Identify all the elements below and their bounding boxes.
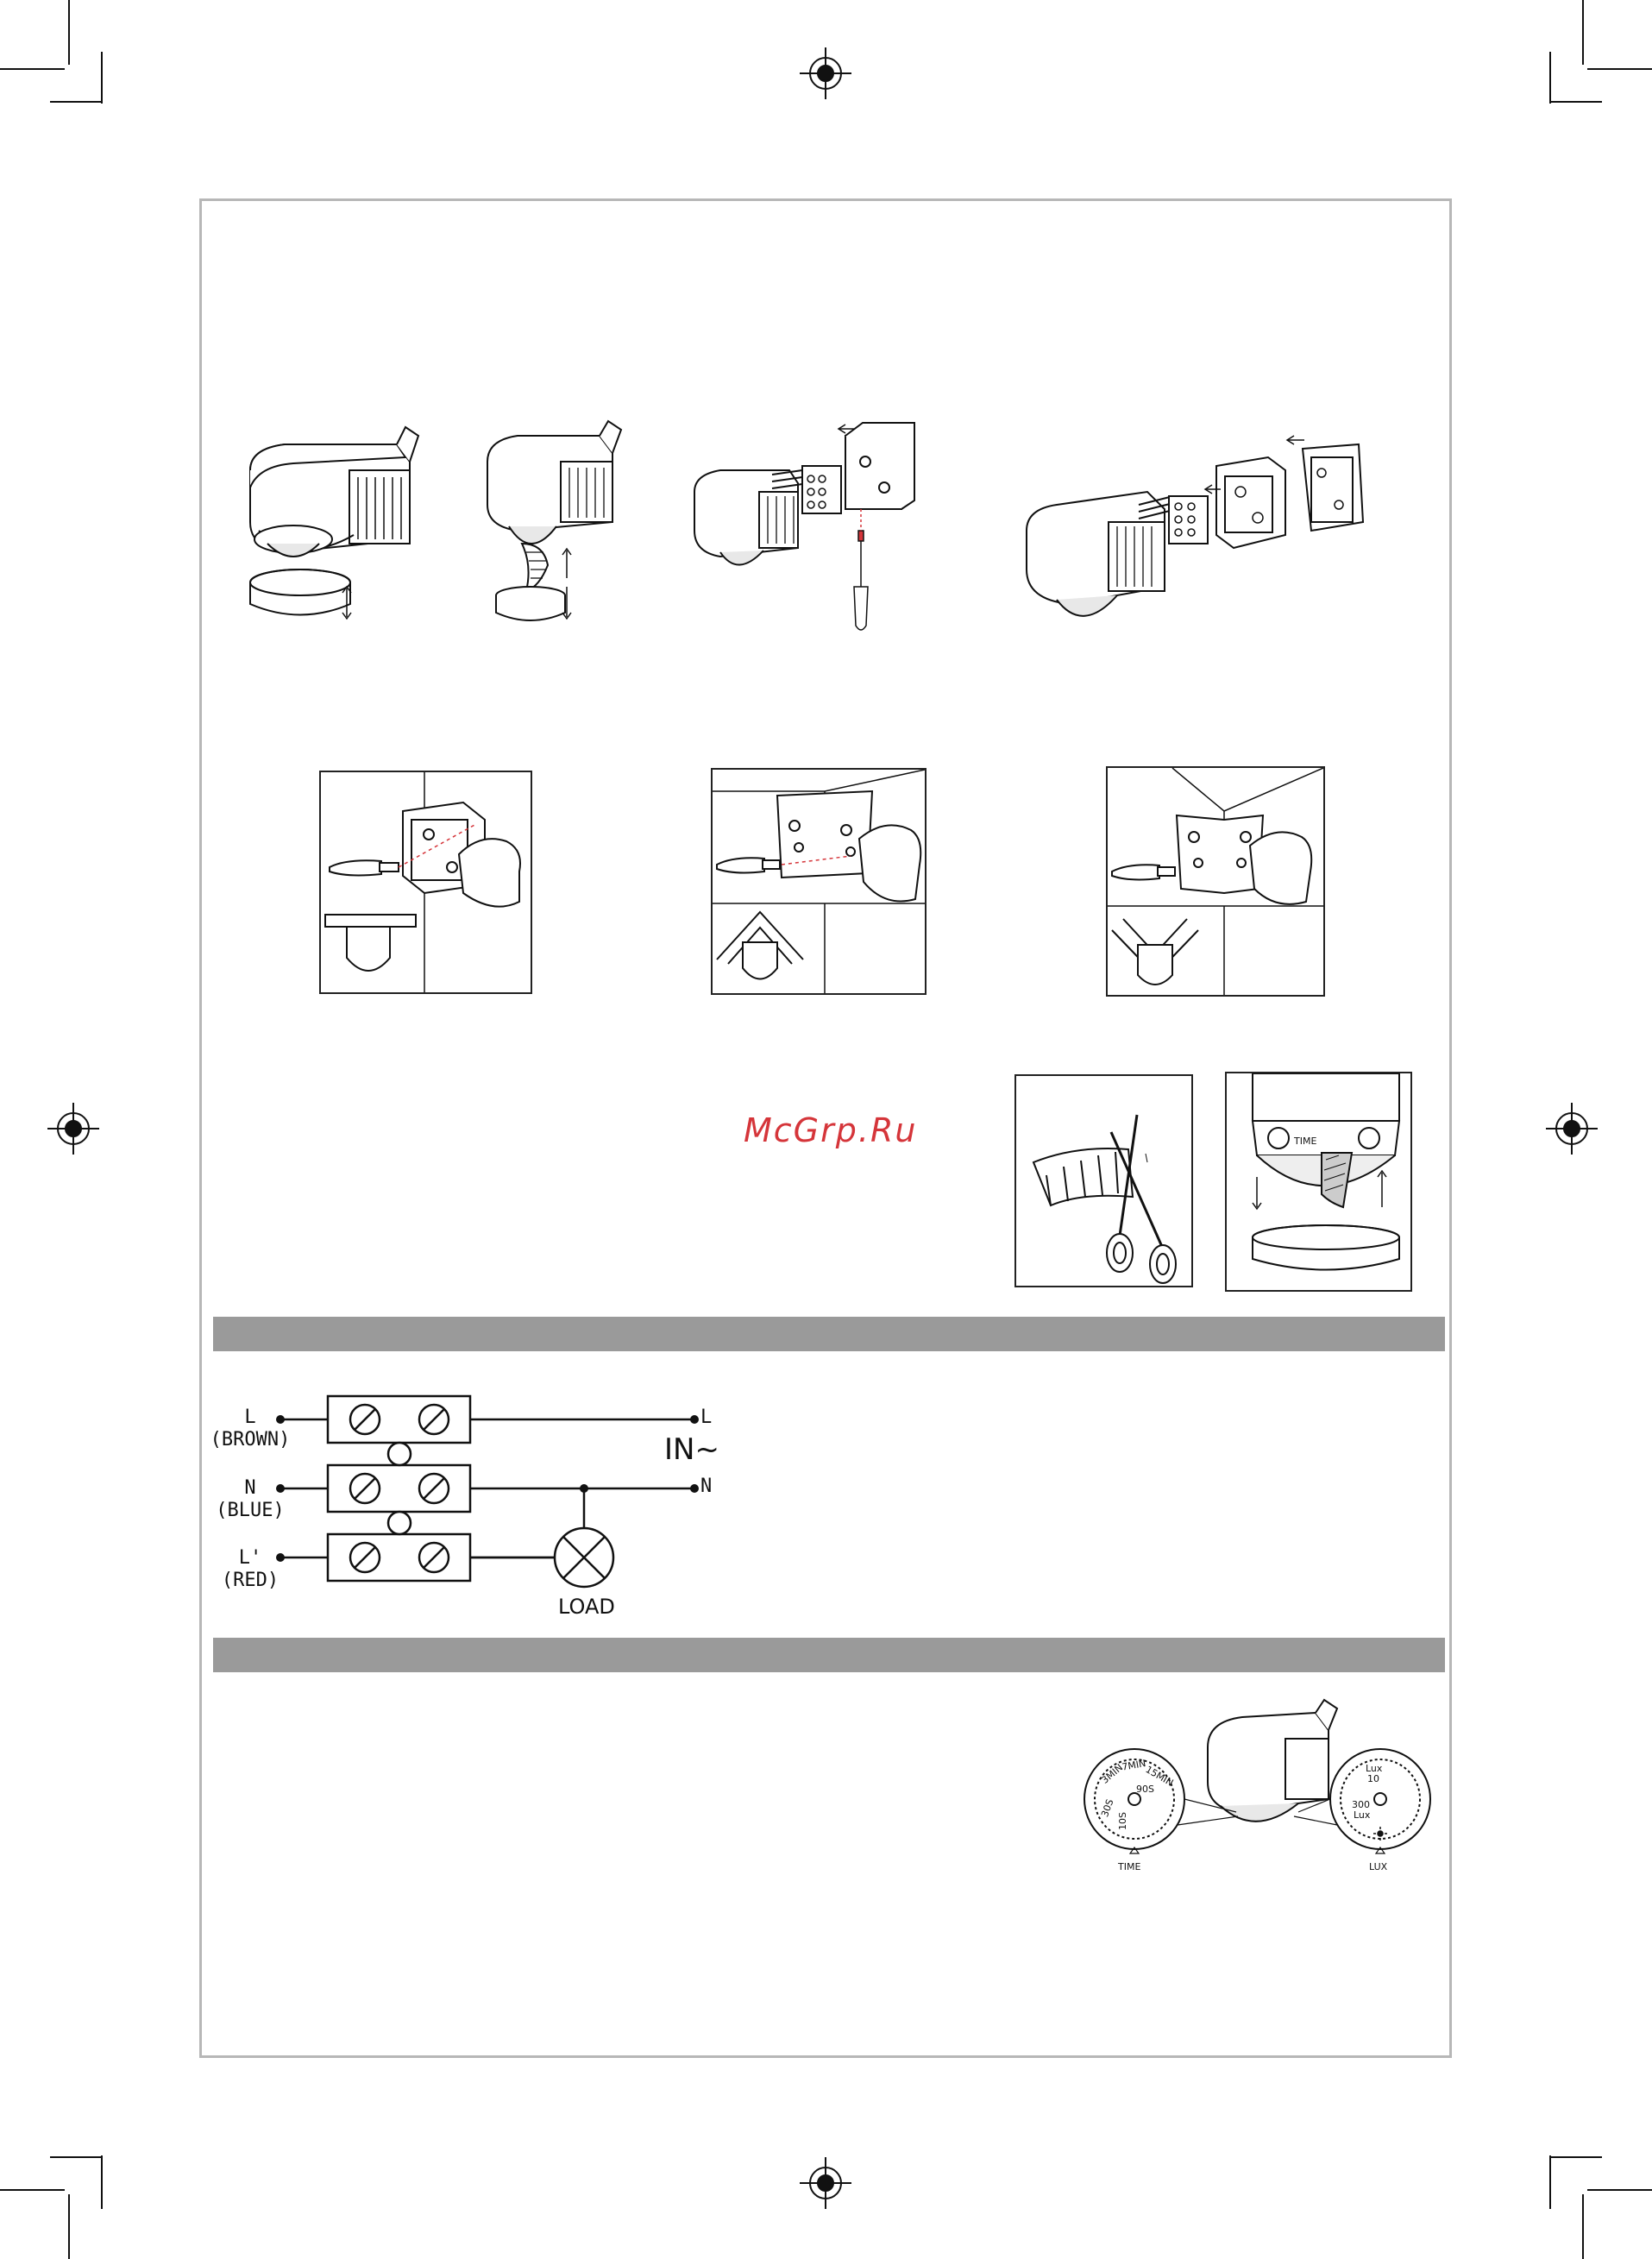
time-lux-adjustment-figure [1083,1696,1445,1881]
time-value-7min: 7MIN [1121,1757,1147,1773]
lens-shield-cutting-figure [1014,1074,1193,1287]
wire-label-l: L (BROWN) [210,1406,291,1450]
time-value-90s: 90S [1136,1784,1154,1795]
time-value-3min: 3MIN [1099,1761,1126,1786]
watermark-text: McGrp.Ru [744,1111,918,1149]
sensor-mounting-exploded-figure [1018,423,1380,647]
wire-label-right-l: L [700,1406,713,1428]
lamp-load-icon [555,1528,613,1587]
flat-wall-mounting-figure [319,771,532,994]
lux-unit-300: Lux [1354,1809,1371,1821]
inner-corner-mounting-figure [711,768,927,995]
load-label: LOAD [558,1595,615,1619]
time-dial-label: TIME [1294,1136,1317,1147]
outer-corner-mounting-figure [1106,766,1325,997]
adjustment-section-bar [213,1638,1445,1672]
lens-shield-fitting-figure [1225,1072,1412,1292]
terminal-box-opening-figure [686,414,953,643]
sensor-lens-cover-figure [479,414,634,630]
time-dial-caption: TIME [1118,1861,1141,1872]
lux-value-10: 10 [1367,1773,1379,1784]
wire-label-right-n: N [700,1476,713,1497]
time-value-30s: 30S [1099,1797,1116,1819]
lux-unit-10: Lux [1366,1763,1383,1774]
wiring-section-bar [213,1317,1445,1351]
lux-dial-caption: LUX [1369,1861,1388,1872]
time-value-10s: 10S [1117,1812,1128,1830]
wire-label-l-prime: L' (RED) [221,1547,280,1591]
input-label: IN~ [664,1432,719,1467]
wire-label-n: N (BLUE) [216,1477,285,1521]
lux-value-300: 300 [1352,1799,1370,1810]
time-value-15min: 15MIN [1143,1764,1176,1789]
sensor-ring-removal-figure [233,410,431,634]
